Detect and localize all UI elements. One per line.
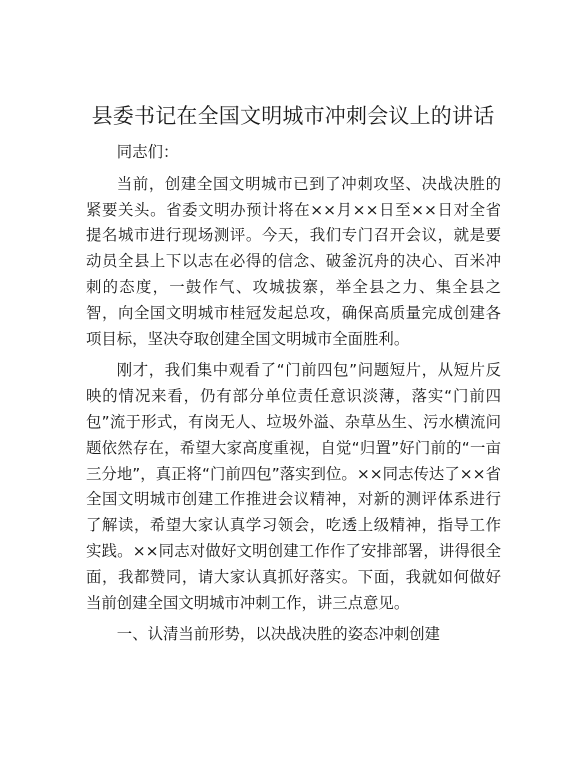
paragraph-2: 刚才，我们集中观看了“门前四包”问题短片，从短片反映的情况来看，仍有部分单位责任意识淡薄，落实“门前四包”流于形式，有岗无人、垃圾外溢、杂草丛生、污水横流问题依然存在，希望大家高度重视，自觉“归置”好门前的“一亩三分地”，真正将“门前四包”落实到位。××同志传达了××省全国文明城市创建工作推进会议精神，对新的测评体系进行了解读，希望大家认真学习领会，吃透上级精神，指导工作实践。××同志对做好文明创建工作作了安排部署，讲得很全面，我都赞同，请大家认真抓好落实。下面，我就如何做好当前创建全国文明城市冲刺工作，讲三点意见。	[86, 361, 501, 612]
paragraph-1: 当前，创建全国文明城市已到了冲刺攻坚、决战决胜的紧要关头。省委文明办预计将在××月××日至××日对全省提名城市进行现场测评。今天，我们专门召开会议，就是要动员全县上下以志在必得的信念、破釜沉舟的决心、百米冲刺的态度，一鼓作气、攻城拔寨，举全县之力、集全县之智，向全国文明城市桂冠发起总攻，确保高质量完成创建各项目标，坚决夺取创建全国文明城市全面胜利。	[86, 174, 501, 348]
document-body	[86, 140, 501, 648]
document-title: 县委书记在全国文明城市冲刺会议上的讲话	[91, 104, 495, 128]
salutation: 同志们：	[116, 143, 179, 161]
section-heading-1: 一、认清当前形势，以决战决胜的姿态冲刺创建	[116, 625, 441, 644]
